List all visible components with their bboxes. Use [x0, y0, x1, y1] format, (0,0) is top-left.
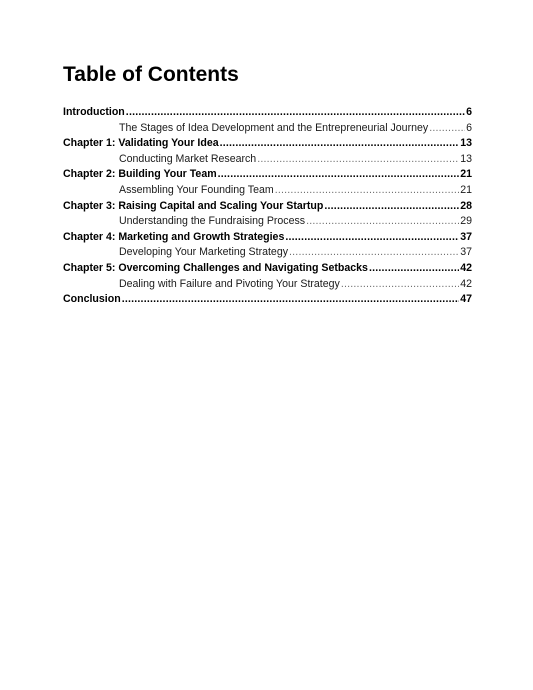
- toc-entry-label: Conclusion: [63, 293, 121, 306]
- toc-entry-page: 42: [460, 277, 472, 290]
- toc-entry-chapter-5[interactable]: [63, 261, 472, 277]
- toc-entry-page: 13: [460, 152, 472, 165]
- toc-entry-label: Chapter 1: Validating Your Idea: [63, 137, 219, 150]
- toc-entry-fundraising-process[interactable]: [63, 214, 472, 230]
- toc-entry-label: Conducting Market Research: [119, 152, 257, 165]
- toc-entry-chapter-2[interactable]: [63, 167, 472, 183]
- toc-entry-market-research[interactable]: [63, 152, 472, 168]
- toc-entry-label: Understanding the Fundraising Process: [119, 215, 306, 228]
- dot-leader: [324, 199, 459, 215]
- toc-entry-chapter-3[interactable]: [63, 199, 472, 215]
- toc-entry-introduction[interactable]: [63, 105, 472, 121]
- toc-entry-conclusion[interactable]: [63, 292, 472, 308]
- toc-entry-label: Assembling Your Founding Team: [119, 183, 274, 196]
- toc-entry-failure-and-pivoting[interactable]: [63, 277, 472, 293]
- toc-entry-marketing-strategy[interactable]: [63, 245, 472, 261]
- page-title: Table of Contents: [63, 63, 239, 86]
- toc-entry-page: 6: [466, 106, 472, 118]
- toc-entry-label: Dealing with Failure and Pivoting Your Strategy: [119, 277, 340, 290]
- dot-leader: [257, 152, 459, 168]
- toc-entry-page: 29: [460, 215, 472, 228]
- dot-leader: [122, 292, 460, 308]
- toc-entry-label: Chapter 2: Building Your Team: [63, 168, 217, 181]
- toc-entry-page: 42: [460, 261, 472, 274]
- toc-entry-stages-of-idea-development[interactable]: [63, 121, 472, 137]
- toc-entry-label: Chapter 4: Marketing and Growth Strategies: [63, 230, 285, 243]
- dot-leader: [220, 136, 460, 152]
- toc-entry-label: Chapter 3: Raising Capital and Scaling Your Startup: [63, 199, 324, 212]
- dot-leader: [275, 183, 460, 199]
- toc-entry-chapter-4[interactable]: [63, 230, 472, 246]
- dot-leader: [429, 121, 465, 137]
- toc-entry-page: 37: [460, 246, 472, 259]
- toc-entry-page: 21: [460, 168, 472, 181]
- toc-entry-label: Developing Your Marketing Strategy: [119, 246, 289, 259]
- dot-leader: [341, 277, 459, 293]
- toc-entry-label: The Stages of Idea Development and the Entrepreneurial Journey: [119, 121, 429, 134]
- toc-entry-label: Introduction: [63, 106, 125, 118]
- toc-entry-page: 47: [460, 293, 472, 306]
- toc-entry-page: 13: [460, 137, 472, 150]
- toc-entry-label: Chapter 5: Overcoming Challenges and Navigating Setbacks: [63, 261, 368, 274]
- toc-entry-page: 6: [466, 121, 472, 134]
- toc-entry-page: 28: [460, 199, 472, 212]
- toc-entry-founding-team[interactable]: [63, 183, 472, 199]
- dot-leader: [289, 245, 459, 261]
- dot-leader: [369, 261, 459, 277]
- dot-leader: [285, 230, 459, 246]
- toc-list: [63, 105, 472, 308]
- toc-entry-page: 37: [460, 230, 472, 243]
- dot-leader: [218, 167, 460, 183]
- dot-leader: [126, 105, 465, 121]
- dot-leader: [306, 214, 459, 230]
- toc-entry-chapter-1[interactable]: [63, 136, 472, 152]
- toc-entry-page: 21: [460, 183, 472, 196]
